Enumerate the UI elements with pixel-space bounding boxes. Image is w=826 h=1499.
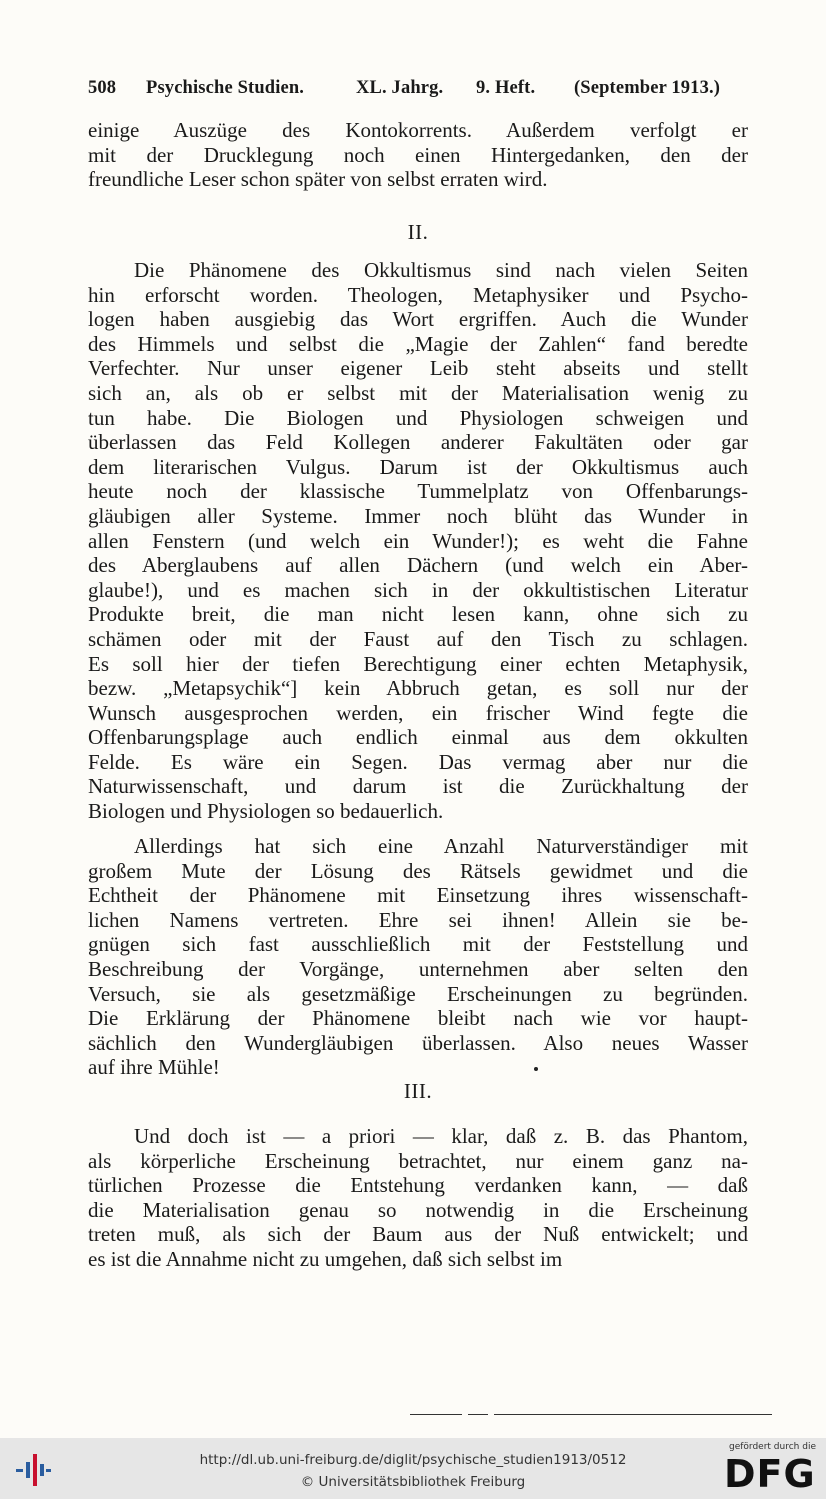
volume: XL. Jahrg.: [356, 78, 444, 98]
permalink-url[interactable]: http://dl.ub.uni-freiburg.de/diglit/psychische_studien1913/0512: [199, 1452, 627, 1468]
text-line: es ist die Annahme nicht zu umgehen, daß sich selbst im: [88, 1246, 563, 1271]
text-line: gnügen sich fast ausschließlich mit der Feststellung und: [88, 932, 748, 957]
text-line: als körperliche Erscheinung betrachtet, nur einem ganz na-: [88, 1148, 748, 1173]
text-line: schämen oder mit der Faust auf den Tisch zu schlagen.: [88, 626, 748, 651]
journal-title: Psychische Studien.: [146, 78, 305, 98]
text-line: türlichen Prozesse die Entstehung verdanken kann, — daß: [88, 1173, 748, 1198]
text-line: einige Auszüge des Kontokorrents. Außerdem verfolgt er: [88, 118, 748, 142]
page-number: 508: [88, 78, 117, 98]
text-line: sich an, als ob er selbst mit der Materialisation wenig zu: [88, 380, 748, 405]
text-line: Versuch, sie als gesetzmäßige Erscheinungen zu begründen.: [88, 981, 748, 1006]
dfg-tagline: gefördert durch die: [729, 1442, 816, 1452]
text-line: auf ihre Mühle!: [88, 1055, 220, 1080]
issue-date: (September 1913.): [574, 78, 721, 98]
footnote-rule: [410, 1414, 462, 1415]
dfg-wordmark: DFG: [724, 1452, 816, 1496]
text-line: Beschreibung der Vorgänge, unternehmen aber selten den: [88, 956, 748, 981]
text-line: tun habe. Die Biologen und Physiologen schweigen und: [88, 405, 748, 430]
text-line: Und doch ist — a priori — klar, daß z. B. das Phantom,: [134, 1124, 748, 1148]
text-line: allen Fenstern (und welch ein Wunder!); es weht die Fahne: [88, 528, 748, 553]
text-line: gläubigen aller Systeme. Immer noch blüht das Wunder in: [88, 503, 748, 528]
text-line: logen haben ausgiebig das Wort ergriffen. Auch die Wunder: [88, 307, 748, 332]
text-line: Verfechter. Nur unser eigener Leib steht abseits und stellt: [88, 356, 748, 381]
issue: 9. Heft.: [476, 78, 536, 98]
text-line: Offenbarungsplage auch endlich einmal aus dem okkulten: [88, 725, 748, 750]
text-line: Produkte breit, die man nicht lesen kann, ohne sich zu: [88, 602, 748, 627]
text-line: Es soll hier der tiefen Berechtigung einer echten Metaphysik,: [88, 651, 748, 676]
text-line: die Materialisation genau so notwendig in die Erscheinung: [88, 1197, 748, 1222]
text-line: freundliche Leser schon später von selbst erraten wird.: [88, 167, 548, 192]
text-line: des Himmels und selbst die „Magie der Zahlen“ fand beredte: [88, 331, 748, 356]
text-line: hin erforscht worden. Theologen, Metaphysiker und Psycho-: [88, 282, 748, 307]
text-line: Naturwissenschaft, und darum ist die Zurückhaltung der: [88, 774, 748, 799]
text-line: überlassen das Feld Kollegen anderer Fakultäten oder gar: [88, 430, 748, 455]
intro-paragraph: [88, 118, 748, 192]
text-line: heute noch der klassische Tummelplatz von Offenbarungs-: [88, 479, 748, 504]
section-3-paragraph-1: [88, 1124, 748, 1272]
text-line: Biologen und Physiologen so bedauerlich.: [88, 799, 444, 824]
text-line: Allerdings hat sich eine Anzahl Naturverständiger mit: [134, 834, 748, 858]
text-line: Die Phänomene des Okkultismus sind nach vielen Seiten: [134, 258, 748, 282]
footnote-rule: [468, 1414, 488, 1415]
text-line: dem literarischen Vulgus. Darum ist der Okkultismus auch: [88, 454, 748, 479]
text-line: des Aberglaubens auf allen Dächern (und welch ein Aber-: [88, 553, 748, 578]
footnote-rule: [494, 1414, 772, 1415]
section-heading-3: III.: [403, 1079, 433, 1103]
section-2-paragraph-1: [88, 258, 748, 824]
section-heading-2: II.: [407, 220, 429, 244]
print-speck: [534, 1067, 538, 1071]
text-line: treten muß, als sich der Baum aus der Nuß entwickelt; und: [88, 1222, 748, 1247]
dfg-logo: [724, 1442, 816, 1494]
copyright-notice: © Universitätsbibliothek Freiburg: [300, 1474, 526, 1490]
viewer-footer: [0, 1438, 826, 1499]
text-line: großem Mute der Lösung des Rätsels gewidmet und die: [88, 858, 748, 883]
text-line: Die Erklärung der Phänomene bleibt nach wie vor haupt-: [88, 1006, 748, 1031]
text-line: Echtheit der Phänomene mit Einsetzung ihres wissenschaft-: [88, 883, 748, 908]
text-line: Felde. Es wäre ein Segen. Das vermag aber nur die: [88, 749, 748, 774]
text-line: lichen Namens vertreten. Ehre sei ihnen! Allein sie be-: [88, 907, 748, 932]
text-line: glaube!), und es machen sich in der okkultistischen Literatur: [88, 577, 748, 602]
text-line: mit der Drucklegung noch einen Hintergedanken, den der: [88, 142, 748, 167]
text-line: bezw. „Metapsychik“] kein Abbruch getan, es soll nur der: [88, 676, 748, 701]
text-line: sächlich den Wundergläubigen überlassen. Also neues Wasser: [88, 1030, 748, 1055]
text-line: Wunsch ausgesprochen werden, ein frischer Wind fegte die: [88, 700, 748, 725]
section-2-paragraph-2: [88, 834, 748, 1080]
